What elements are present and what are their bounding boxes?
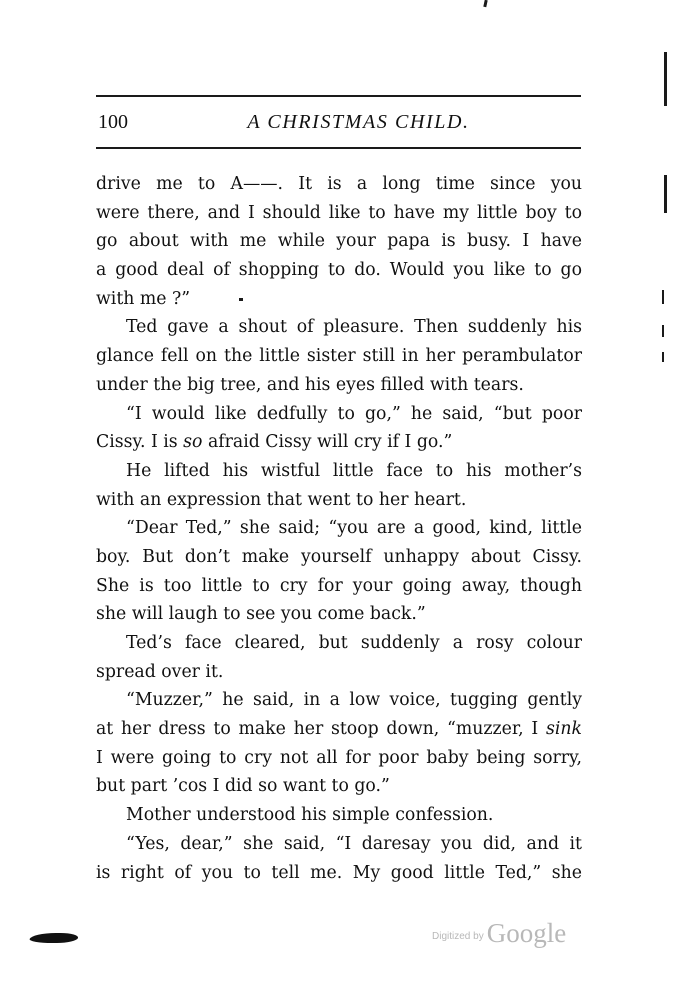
digitized-watermark bbox=[432, 918, 566, 949]
text-line: but part ’cos I did so want to go.” bbox=[96, 776, 390, 797]
header-bottom-rule bbox=[96, 147, 581, 149]
text-line: spread over it. bbox=[96, 661, 224, 682]
text-line: under the big tree, and his eyes filled with tears. bbox=[96, 374, 524, 395]
text-line: go about with me while your papa is busy. I have bbox=[96, 231, 582, 252]
text-line: she will laugh to see you come back.” bbox=[96, 604, 426, 625]
text-line: “Muzzer,” he said, in a low voice, tugging gently bbox=[126, 690, 582, 711]
ink-blot bbox=[28, 933, 80, 943]
text-line: with me ?” bbox=[96, 288, 191, 309]
text-line: She is too little to cry for your going away, though bbox=[96, 575, 582, 596]
header-top-rule bbox=[96, 95, 581, 97]
scan-margin-mark bbox=[664, 52, 667, 106]
emphasis: so bbox=[183, 432, 203, 453]
emphasis: sink bbox=[546, 719, 582, 740]
scan-margin-mark bbox=[664, 175, 667, 213]
text-segment: afraid Cissy will cry if I go.” bbox=[207, 432, 453, 453]
scan-margin-mark bbox=[662, 352, 664, 362]
text-line: “Dear Ted,” she said; “you are a good, kind, little bbox=[126, 518, 582, 539]
page-body bbox=[96, 170, 582, 887]
text-line bbox=[96, 715, 582, 744]
text-segment: at her dress to make her stoop down, “muzzer, I bbox=[96, 719, 539, 740]
text-segment: Cissy. I is bbox=[96, 432, 178, 453]
text-line: drive me to A——. It is a long time since you bbox=[96, 174, 582, 194]
text-line: I were going to cry not all for poor baby being sorry, bbox=[96, 747, 582, 768]
page-number: 100 bbox=[98, 111, 128, 133]
text-line: “Yes, dear,” she said, “I daresay you did, and it bbox=[126, 833, 582, 854]
text-line: with an expression that went to her heart. bbox=[96, 489, 467, 510]
scan-margin-mark bbox=[662, 290, 664, 304]
running-head: A CHRISTMAS CHILD. bbox=[247, 111, 470, 133]
page-header bbox=[96, 107, 581, 137]
text-line: “I would like dedfully to go,” he said, “but poor bbox=[126, 403, 582, 424]
text-line: Ted’s face cleared, but suddenly a rosy colour bbox=[126, 633, 582, 653]
text-line: a good deal of shopping to do. Would you like to go bbox=[96, 260, 582, 281]
text-line: Mother understood his simple confession. bbox=[126, 805, 494, 826]
ink-speck bbox=[239, 298, 243, 301]
watermark-brand: Google bbox=[486, 918, 567, 948]
text-line: Ted gave a shout of pleasure. Then suddenly his bbox=[126, 317, 582, 338]
scan-margin-mark bbox=[662, 325, 664, 337]
text-line bbox=[96, 428, 582, 457]
scan-top-mark bbox=[483, 0, 487, 7]
watermark-prefix: Digitized by bbox=[432, 931, 484, 942]
text-line: were there, and I should like to have my little boy to bbox=[96, 202, 582, 223]
text-line: boy. But don’t make yourself unhappy about Cissy. bbox=[96, 546, 582, 567]
text-line: is right of you to tell me. My good little Ted,” she bbox=[96, 862, 582, 883]
text-line: glance fell on the little sister still in her perambulator bbox=[96, 346, 582, 367]
text-line: He lifted his wistful little face to his mother’s bbox=[126, 460, 582, 481]
